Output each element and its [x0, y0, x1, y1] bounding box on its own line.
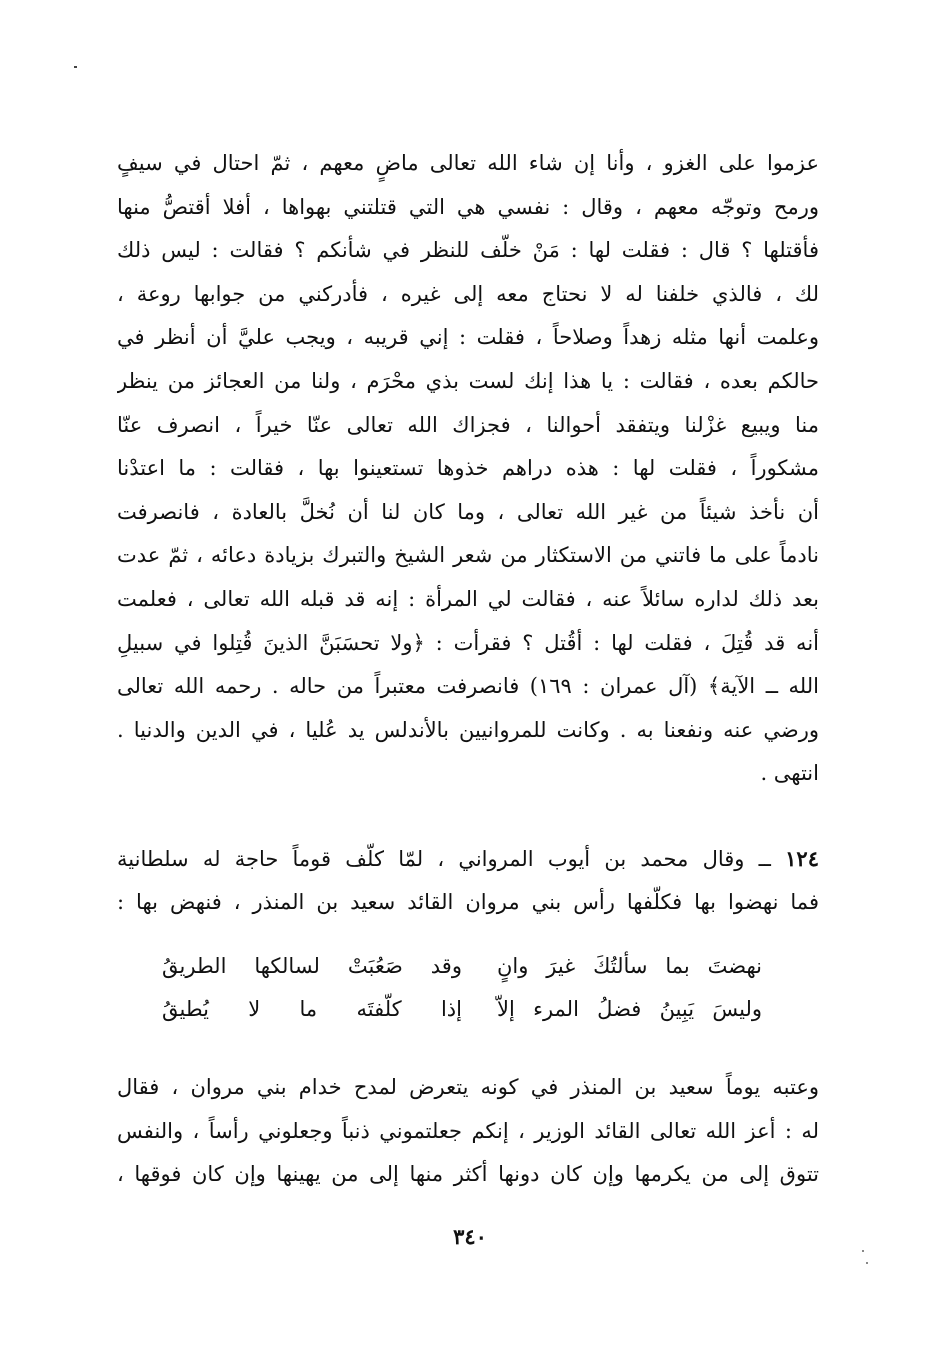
paragraph-2: [117, 837, 819, 924]
text-line: بعد ذلك لداره سائلاً عنه ، فقالت لي المرأة : إنه قد قبله الله تعالى ، فعلمت: [117, 586, 819, 611]
text-line: له : أعز الله تعالى القائد الوزير ، إنكم جعلتموني ذنباً وجعلوني رأساً ، والنفس: [117, 1118, 819, 1143]
text-line: ورمح وتوجّه معهم ، وقال : نفسي هي التي قتلتني بهواها ، أفلا أقتصُّ منها: [117, 194, 819, 219]
text-line: فما نهضوا بها فكلّفها رأس بني مروان القائد سعيد بن المنذر ، فنهض بها :: [117, 889, 819, 914]
verse-hemistich-first: وليسَ يَبِينُ فضلُ المرء إلاّ: [497, 997, 762, 1021]
text-line: وعلمت أنها مثله زهداً وصلاحاً ، فقلت : إني قريبه ، ويجب عليَّ أن أنظر في: [117, 325, 819, 350]
text-line: فأقتلها ؟ قال : فقلت لها : مَنْ خلّف للنظر في شأنكم ؟ فقالت : ليس ذلك: [117, 238, 819, 263]
text-line: أنه قد قُتِلَ ، فقلت لها : أقُتل ؟ فقرأت : ﴿ولا تحسَبَنَّ الذينَ قُتِلوا في سبيلِ: [117, 630, 819, 655]
text-line: وعتبه يوماً سعيد بن المنذر في كونه يتعرض لمدح خدام بني مروان ، فقال: [117, 1075, 819, 1099]
verse-hemistich-second: إذا كلّفتَه ما لا يُطيقُ: [162, 997, 462, 1021]
margin-mark: [74, 66, 77, 68]
paragraph-1: [117, 142, 819, 796]
text-line: مشكوراً ، فقلت لها : هذه دراهم خذوها تستعينوا بها ، فقالت : ما اعتدْنا: [117, 456, 819, 481]
verse-row: [162, 988, 762, 1031]
text-line: حالكم بعده ، فقالت : يا هذا إنك لست بذي محْرَم ، ولنا من العجائز من ينظر: [117, 368, 819, 393]
verse-row: [162, 945, 762, 988]
verse-hemistich-second: وقد صَعُبَتْ لسالكها الطريقُ: [162, 954, 462, 978]
poem-verse: [162, 945, 762, 1031]
page-number: ٣٤٠: [453, 1224, 487, 1249]
entry-number: ١٢٤: [785, 846, 819, 871]
text-line: منا ويبيع غزْلنا ويتفقد أحوالنا ، فجزاك الله تعالى عنّا خيراً ، انصرف عنّا: [117, 412, 819, 437]
scan-speck: [862, 1250, 864, 1252]
text-line: عزموا على الغزو ، وأنا إن شاء الله تعالى ماضٍ معهم ، ثمّ احتال في سيفٍ: [117, 151, 819, 175]
text-line: ورضي عنه ونفعنا به . وكانت للمروانيين بالأندلس يد عُليا ، في الدين والدنيا .: [117, 717, 819, 742]
text-line: لك ، فالذي خلفنا له لا نحتاج معه إلى غيره ، فأدركني من جوابها روعة ،: [117, 281, 819, 306]
verse-hemistich-first: نهضتَ بما سألتُكَ غيرَ وانٍ: [497, 954, 762, 978]
text-line: الله ــ الآية﴾ (آل عمران : ١٦٩) فانصرفت معتبراً من حاله . رحمه الله تعالى: [117, 674, 819, 699]
paragraph-3: [117, 1066, 819, 1197]
text-line-numbered: [117, 837, 819, 881]
scan-speck: [866, 1262, 868, 1264]
text-line: تتوق إلى من يكرمها وإن كان دونها أكثر منها إلى من يهينها وإن كان فوقها ،: [117, 1162, 819, 1187]
text-line: نادماً على ما فاتني من الاستكثار من شعر الشيخ والتبرك بزيادة دعائه ، ثمّ عدت: [117, 543, 819, 568]
text-line: أن نأخذ شيئاً من غير الله تعالى ، وما كان لنا أن نُخلَّ بالعادة ، فانصرفت: [117, 499, 819, 524]
text-line-content: ــ وقال محمد بن أيوب المرواني ، لمّا كلّف قوماً حاجة له سلطانية: [117, 847, 771, 871]
text-line-final: انتهى .: [760, 761, 819, 786]
